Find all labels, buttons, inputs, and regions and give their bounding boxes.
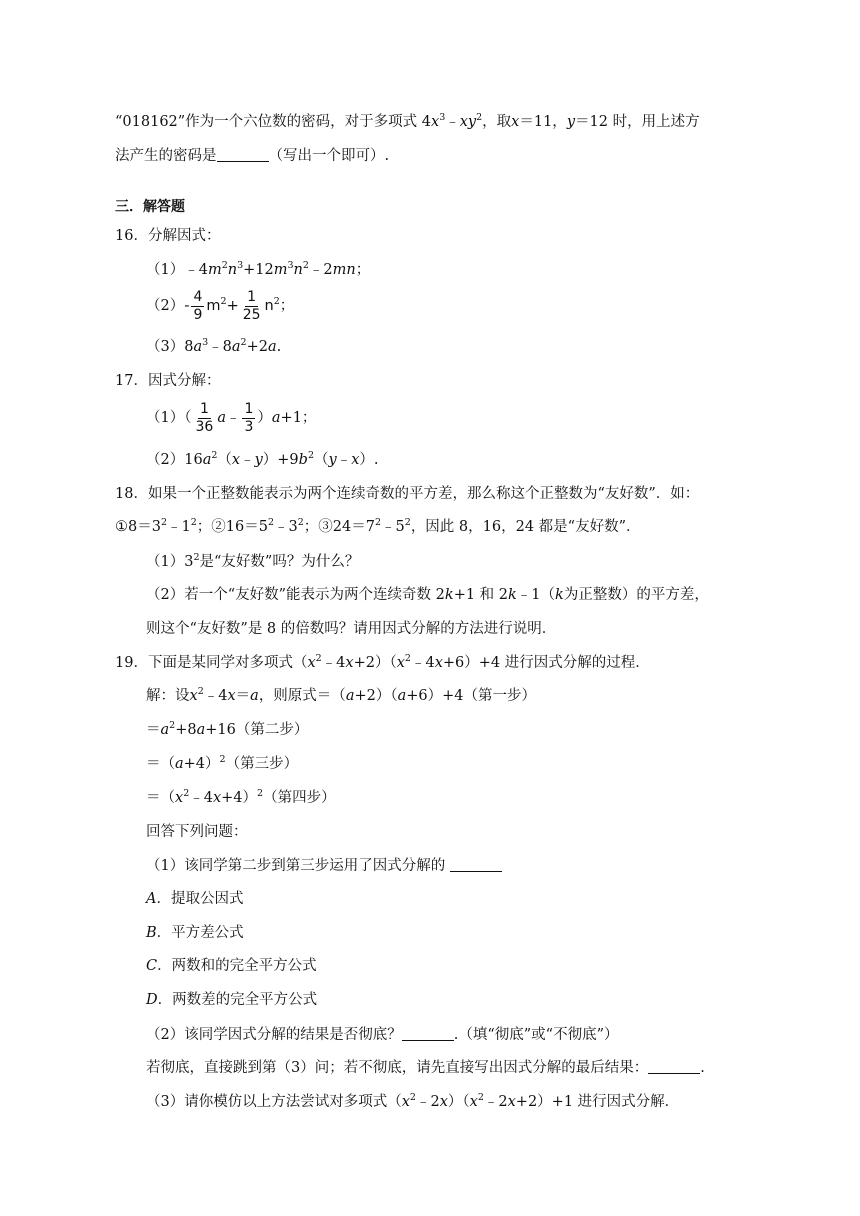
fraction: $\frac{1}{36}$	[195, 400, 214, 435]
q19-step-3: $=(x^2﹣4x+4)^2$（第四步）	[146, 788, 336, 806]
q17-part1: （1）（ $\frac{1}{36}$ a﹣ $\frac{1}{3}$ ）a+1；	[146, 400, 317, 435]
q18-part2: （2）若一个“友好数”能表示为两个连续奇数 2k+1 和 2k﹣1（k为正整数）的平方差，	[146, 587, 709, 603]
q19-part3: （3）请你模仿以上方法尝试对多项式$(x^2﹣2x)(x^2﹣2x+2)+1$ 进行因式分解．	[146, 1092, 680, 1110]
q18-line-1: 18．如果一个正整数能表示为两个连续奇数的平方差，那么称这个正整数为“友好数”．如：	[115, 486, 700, 502]
q16-part2: （2）- $\frac{4}{9}$ $m^2+$ $\frac{1}{25}$ $n^2$；	[146, 288, 295, 323]
intro-line-2: 法产生的密码是 （写出一个即可）.	[115, 148, 390, 164]
q16-part1: $(1)﹣4m^2n^3+12m^3n^2﹣2mn$；	[146, 260, 371, 278]
q19-part1: （1）该同学第二步到第三步运用了因式分解的	[146, 856, 502, 876]
q18-part2-cont: 则这个“友好数”是 8 的倍数吗？请用因式分解的方法进行说明．	[146, 621, 557, 637]
q17-title: 17．因式分解：	[115, 373, 221, 389]
q19-option-b: B．平方差公式	[146, 925, 244, 941]
q19-step-1: $=a^2+8a+16$（第二步）	[146, 720, 309, 738]
q19-step-0: 解：设$x^2﹣4x=a$，则原式＝（a+2）（a+6）+4（第一步）	[146, 686, 536, 704]
fraction: $\frac{1}{3}$	[244, 400, 254, 435]
q19-option-a: A．提取公因式	[146, 891, 244, 907]
intro-line-1: “018162”作为一个六位数的密码，对于多项式 $4x^3﹣xy^2$，取x＝11，y＝12 时，用上述方	[115, 112, 700, 130]
answer-blank	[450, 857, 502, 872]
q19-part2: （2）该同学因式分解的结果是否彻底？ .（填“彻底”或“不彻底”）	[146, 1027, 619, 1043]
q16-part3: $(3)8a^3﹣8a^2+2a$.	[146, 337, 282, 355]
fraction: $\frac{1}{25}$	[242, 288, 261, 323]
q16-title: 16．分解因式：	[115, 228, 221, 244]
q18-line-2: $①8=3^2﹣1^2$；$②16=5^2﹣3^2$；$③24=7^2﹣5^2$，因此 8，16，24 都是“友好数”．	[115, 517, 641, 535]
answer-blank	[648, 1059, 700, 1074]
answer-blank	[217, 147, 269, 162]
q19-ask: 回答下列问题：	[146, 824, 248, 840]
q19-line-1: 19．下面是某同学对多项式$(x^2﹣4x+2)(x^2﹣4x+6)+4$ 进行因式分解的过程．	[115, 653, 650, 671]
q18-part1: $(1)3^2$是“友好数”吗？为什么？	[146, 552, 360, 570]
section-title: 三．解答题	[115, 199, 185, 215]
q19-part2-cont: 若彻底，直接跳到第（3）问；若不彻底，请先直接写出因式分解的最后结果： .	[146, 1060, 705, 1076]
fraction: $\frac{4}{9}$	[193, 288, 203, 323]
q17-part2: $(2)16a^2(x﹣y)+9b^2(y﹣x)$.	[146, 450, 379, 468]
answer-blank	[402, 1026, 454, 1041]
q19-option-d: D．两数差的完全平方公式	[146, 992, 318, 1008]
q19-option-c: C．两数和的完全平方公式	[146, 958, 317, 974]
q19-step-2: $=(a+4)^2$（第三步）	[146, 754, 299, 772]
